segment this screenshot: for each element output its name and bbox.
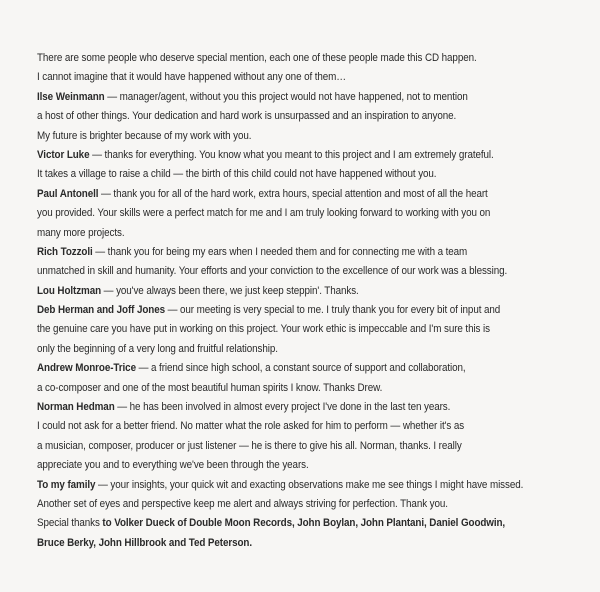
text-run: — he has been involved in almost every project I've done in the last ten years. <box>114 401 451 414</box>
text-run: My future is brighter because of my work with you. <box>37 129 252 142</box>
text-run: — a friend since high school, a constant source of support and collaboration, <box>135 362 466 375</box>
text-line <box>37 320 542 339</box>
bold-name-run: Deb Herman and Joff Jones <box>37 304 165 317</box>
text-run: I could not ask for a better friend. No matter what the role asked for him to perform — whether it's as <box>37 420 465 433</box>
text-run: — our meeting is very special to me. I truly thank you for every bit of input and <box>164 304 501 317</box>
bold-name-run: Lou Holtzman <box>37 284 102 297</box>
text-line <box>37 165 542 184</box>
text-run: — your insights, your quick wit and exacting observations make me see things I might have missed. <box>95 478 524 491</box>
text-run: a co-composer and one of the most beautiful human spirits I know. Thanks Drew. <box>37 381 383 394</box>
text-line <box>37 204 542 223</box>
text-line <box>37 359 542 378</box>
text-line <box>37 146 542 165</box>
text-line <box>37 49 542 68</box>
text-run: — you've always been there, we just keep steppin'. Thanks. <box>101 284 359 297</box>
text-line <box>37 437 542 456</box>
text-run: — thank you for all of the hard work, extra hours, special attention and most of all the heart <box>98 187 488 200</box>
bold-name-run: Paul Antonell <box>37 187 99 200</box>
text-line <box>37 224 542 243</box>
text-run: — manager/agent, without you this project would not have happened, not to mention <box>104 90 468 103</box>
text-line <box>37 282 542 301</box>
text-line <box>37 534 542 553</box>
text-run: many more projects. <box>37 226 125 239</box>
bold-name-run: Norman Hedman <box>37 401 115 414</box>
bold-name-run: Rich Tozzoli <box>37 245 93 258</box>
text-line <box>37 340 542 359</box>
text-run: — thanks for everything. You know what you meant to this project and I am extremely grateful. <box>89 148 494 161</box>
text-run: I cannot imagine that it would have happened without any one of them… <box>37 71 347 84</box>
text-line <box>37 88 542 107</box>
text-line <box>37 262 542 281</box>
text-line <box>37 495 542 514</box>
text-line <box>37 514 542 533</box>
text-run: There are some people who deserve special mention, each one of these people made this CD happen. <box>37 52 477 64</box>
text-run: a musician, composer, producer or just listener — he is there to give his all. Norman, thanks. I really <box>37 439 462 452</box>
text-run: Special thanks <box>37 517 103 530</box>
text-run: unmatched in skill and humanity. Your efforts and your conviction to the excellence of our work was a blessing. <box>37 265 508 278</box>
bold-name-run: Victor Luke <box>37 148 90 161</box>
text-line <box>37 456 542 475</box>
text-line <box>37 379 542 398</box>
text-run: — thank you for being my ears when I needed them and for connecting me with a team <box>92 245 468 258</box>
text-line <box>37 301 542 320</box>
text-line <box>37 417 542 436</box>
text-run: the genuine care you have put in working on this project. Your work ethic is impeccable and I'm sure this is <box>37 323 490 336</box>
bold-name-run: to Volker Dueck of Double Moon Records, John Boylan, John Plantani, Daniel Goodwin, <box>102 517 506 530</box>
text-run: Another set of eyes and perspective keep me alert and always striving for perfection. Thank you. <box>37 497 448 510</box>
text-line <box>37 398 542 417</box>
text-run: a host of other things. Your dedication and hard work is unsurpassed and an inspiration to anyone. <box>37 110 457 123</box>
acknowledgements-text <box>37 49 580 553</box>
bold-name-run: Bruce Berky, John Hillbrook and Ted Peterson. <box>37 536 252 549</box>
text-line <box>37 127 542 146</box>
text-line <box>37 185 542 204</box>
text-line <box>37 107 542 126</box>
text-line <box>37 476 542 495</box>
text-line <box>37 243 542 262</box>
bold-name-run: Ilse Weinmann <box>37 90 105 103</box>
text-line <box>37 68 542 87</box>
text-run: It takes a village to raise a child — the birth of this child could not have happened without you. <box>37 168 437 181</box>
text-run: appreciate you and to everything we've been through the years. <box>37 459 309 472</box>
bold-name-run: Andrew Monroe-Trice <box>37 362 136 375</box>
text-run: only the beginning of a very long and fruitful relationship. <box>37 342 278 355</box>
bold-name-run: To my family <box>37 478 96 491</box>
text-run: you provided. Your skills were a perfect match for me and I am truly looking forward to working with you on <box>37 207 491 220</box>
